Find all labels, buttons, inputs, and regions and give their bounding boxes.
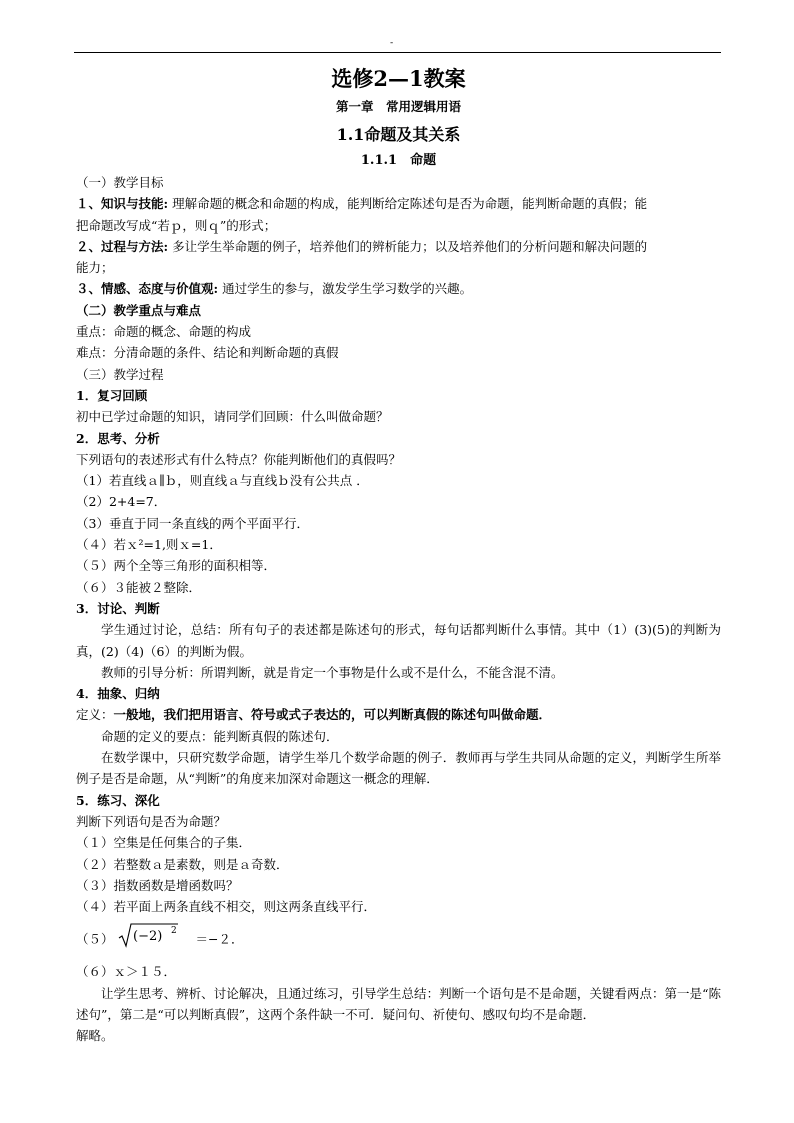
keypoints-heading: （二）教学重点与难点 bbox=[76, 302, 202, 318]
step-1-text: 初中已学过命题的知识，请同学们回顾：什么叫做命题？ bbox=[76, 409, 389, 425]
step-2-text: 下列语句的表述形式有什么特点？你能判断他们的真假吗？ bbox=[76, 451, 402, 467]
step-5-item: （２）若整数ａ是素数，则是ａ奇数． bbox=[76, 856, 289, 872]
goals-heading: （一）教学目标 bbox=[76, 175, 164, 190]
sqrt-exponent: 2 bbox=[170, 926, 177, 937]
goal-3-text: 通过学生的参与，激发学生学习数学的兴趣。 bbox=[218, 281, 473, 297]
goal-1-label: １、知识与技能: bbox=[76, 196, 169, 212]
step-5-item: （３）指数函数是增函数吗？ bbox=[76, 877, 239, 893]
step-1-title: 1．复习回顾 bbox=[76, 387, 148, 403]
step-2-item: （４）若ｘ²=1,则ｘ=1． bbox=[76, 537, 222, 553]
subsection-title: 1.1.1 命题 bbox=[360, 153, 437, 168]
goal-2-line-1 bbox=[76, 236, 721, 257]
document-body bbox=[76, 64, 721, 1047]
step-5-item-6: （６）ｘ＞１５． bbox=[76, 964, 177, 980]
step-5-title: 5．练习、深化 bbox=[76, 792, 160, 808]
goal-1-line-1 bbox=[76, 193, 721, 214]
step-5-item: （４）若平面上两条直线不相交，则这两条直线平行． bbox=[76, 899, 377, 915]
definition-line bbox=[76, 704, 721, 725]
goal-1-text-a: 理解命题的概念和命题的构成，能判断给定陈述句是否为命题，能判断命题的真假；能 bbox=[168, 196, 648, 212]
step-4-title: 4．抽象、归纳 bbox=[76, 686, 160, 702]
goal-2-text-a: 多让学生举命题的例子，培养他们的辨析能力；以及培养他们的分析问题和解决问题的 bbox=[168, 238, 648, 254]
goal-3-label: ３、情感、态度与价值观: bbox=[76, 281, 219, 297]
document-title: 选修2—1教案 bbox=[331, 66, 466, 91]
step-5-paragraph: 让学生思考、辨析、讨论解决，且通过练习，引导学生总结：判断一个语句是不是命题，关键看两点：第一是“陈述句”，第二是“可以判断真假”，这两个条件缺一不可．疑问句、祈使句、感叹句均不是命题． bbox=[76, 985, 721, 1022]
step-3-paragraph-1: 学生通过讨论，总结：所有句子的表述都是陈述句的形式，每句话都判断什么事情。其中（1）(3)(5)的判断为真，(2)（4)（6）的判断为假。 bbox=[76, 622, 721, 659]
step-4-paragraph-2: 在数学课中，只研究数学命题，请学生举几个数学命题的例子．教师再与学生共同从命题的定义，判断学生所举例子是否是命题，从“判断”的角度来加深对命题这一概念的理解． bbox=[76, 750, 721, 787]
goal-1-text-b: 把命题改写成“若ｐ，则ｑ”的形式； bbox=[76, 217, 277, 233]
step-2-item: （５）两个全等三角形的面积相等． bbox=[76, 558, 277, 574]
goal-2-text-b: 能力； bbox=[76, 260, 114, 276]
step-2-item: （６）３能被２整除． bbox=[76, 579, 202, 595]
sqrt-sign-icon bbox=[118, 921, 196, 949]
key-point: 重点：命题的概念、命题的构成 bbox=[76, 324, 252, 340]
process-heading: （三）教学过程 bbox=[76, 366, 164, 382]
item-5-prefix: （５） bbox=[76, 931, 114, 947]
step-2-item: （1）若直线ａ∥ｂ，则直线ａ与直线ｂ没有公共点 ． bbox=[76, 473, 369, 489]
goal-3-line bbox=[76, 278, 721, 299]
goal-2-label: ２、过程与方法: bbox=[76, 238, 169, 254]
chapter-title: 第一章 常用逻辑用语 bbox=[335, 99, 461, 114]
header-mark: - bbox=[390, 38, 394, 48]
definition-label: 定义： bbox=[76, 707, 114, 723]
section-title: 1.1命题及其关系 bbox=[336, 125, 461, 144]
definition-text: 一般地，我们把用语言、符号或式子表达的，可以判断真假的陈述句叫做命题． bbox=[113, 707, 552, 723]
header-rule bbox=[74, 52, 721, 53]
step-3-title: 3．讨论、判断 bbox=[76, 600, 160, 616]
step-5-item-5 bbox=[76, 921, 721, 959]
step-3-paragraph-2: 教师的引导分析：所谓判断，就是肯定一个事物是什么或不是什么，不能含混不清。 bbox=[101, 664, 564, 680]
sqrt-radicand: (−2) bbox=[132, 929, 162, 945]
difficult-point: 难点：分清命题的条件、结论和判断命题的真假 bbox=[76, 345, 339, 361]
step-2-title: 2．思考、分析 bbox=[76, 430, 160, 446]
step-2-item: （2）2+4=7． bbox=[76, 494, 167, 510]
step-5-end: 解略。 bbox=[76, 1028, 114, 1044]
sqrt-expression bbox=[118, 921, 196, 959]
step-2-item: （3）垂直于同一条直线的两个平面平行． bbox=[76, 515, 309, 531]
step-5-text: 判断下列语句是否为命题？ bbox=[76, 813, 227, 829]
step-4-paragraph-1: 命题的定义的要点：能判断真假的陈述句． bbox=[101, 728, 339, 744]
step-5-item: （１）空集是任何集合的子集． bbox=[76, 835, 252, 851]
item-5-rest: ＝−２． bbox=[195, 931, 244, 947]
